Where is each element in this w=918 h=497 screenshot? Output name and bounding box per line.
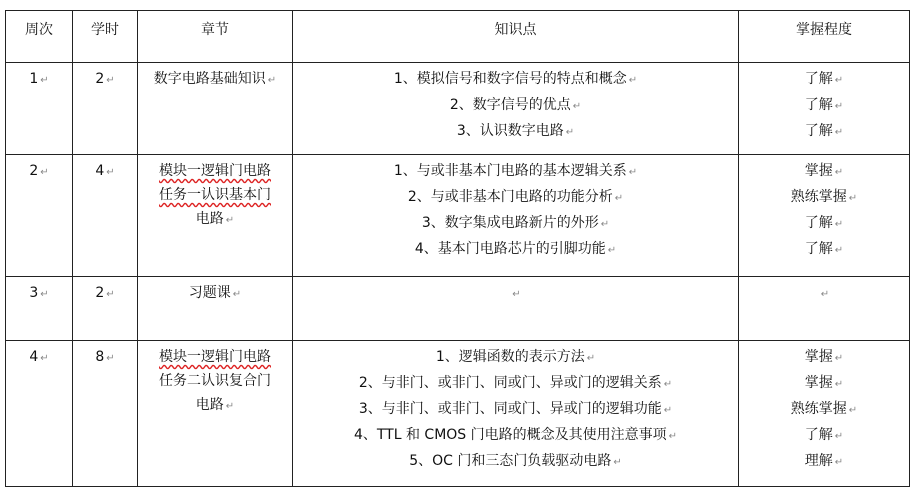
hours-cell: 4 ↵	[73, 155, 138, 277]
header-hours: 学时	[73, 11, 138, 63]
table-row	[6, 155, 910, 277]
table-row	[6, 277, 910, 341]
points-cell: 1、模拟信号和数字信号的特点和概念 ↵ 2、数字信号的优点 ↵ 3、认识数字电路 ↵	[293, 63, 739, 155]
level-cell: 了解 ↵ 了解 ↵ 了解 ↵	[739, 63, 910, 155]
header-level: 掌握程度	[739, 11, 910, 63]
level-cell: ↵	[739, 277, 910, 341]
week-cell: 1 ↵	[6, 63, 73, 155]
header-points: 知识点	[293, 11, 739, 63]
week-cell: 4 ↵	[6, 341, 73, 487]
course-plan-table	[5, 10, 910, 487]
chapter-cell: 模块一逻辑门电路 任务二认识复合门 电路 ↵	[138, 341, 293, 487]
chapter-cell: 数字电路基础知识 ↵	[138, 63, 293, 155]
level-cell: 掌握 ↵ 熟练掌握 ↵ 了解 ↵ 了解 ↵	[739, 155, 910, 277]
hours-cell: 2 ↵	[73, 63, 138, 155]
table-row	[6, 341, 910, 487]
chapter-cell: 习题课 ↵	[138, 277, 293, 341]
points-cell: 1、逻辑函数的表示方法 ↵ 2、与非门、或非门、同或门、异或门的逻辑关系 ↵ 3、与非门、或非门、同或门、异或门的逻辑功能 ↵ 4、TTL 和 CMOS 门电路的概念及其使用注意事项 ↵ 5、OC 门和三态门负载驱动电路 ↵	[293, 341, 739, 487]
week-cell: 2 ↵	[6, 155, 73, 277]
week-cell: 3 ↵	[6, 277, 73, 341]
points-cell: ↵	[293, 277, 739, 341]
hours-cell: 8 ↵	[73, 341, 138, 487]
hours-cell: 2 ↵	[73, 277, 138, 341]
header-chapter: 章节	[138, 11, 293, 63]
header-week: 周次	[6, 11, 73, 63]
chapter-cell: 模块一逻辑门电路 任务一认识基本门 电路 ↵	[138, 155, 293, 277]
header-row	[6, 11, 910, 63]
table-row	[6, 63, 910, 155]
points-cell: 1、与或非基本门电路的基本逻辑关系 ↵ 2、与或非基本门电路的功能分析 ↵ 3、数字集成电路新片的外形 ↵ 4、基本门电路芯片的引脚功能 ↵	[293, 155, 739, 277]
level-cell: 掌握 ↵ 掌握 ↵ 熟练掌握 ↵ 了解 ↵ 理解 ↵	[739, 341, 910, 487]
